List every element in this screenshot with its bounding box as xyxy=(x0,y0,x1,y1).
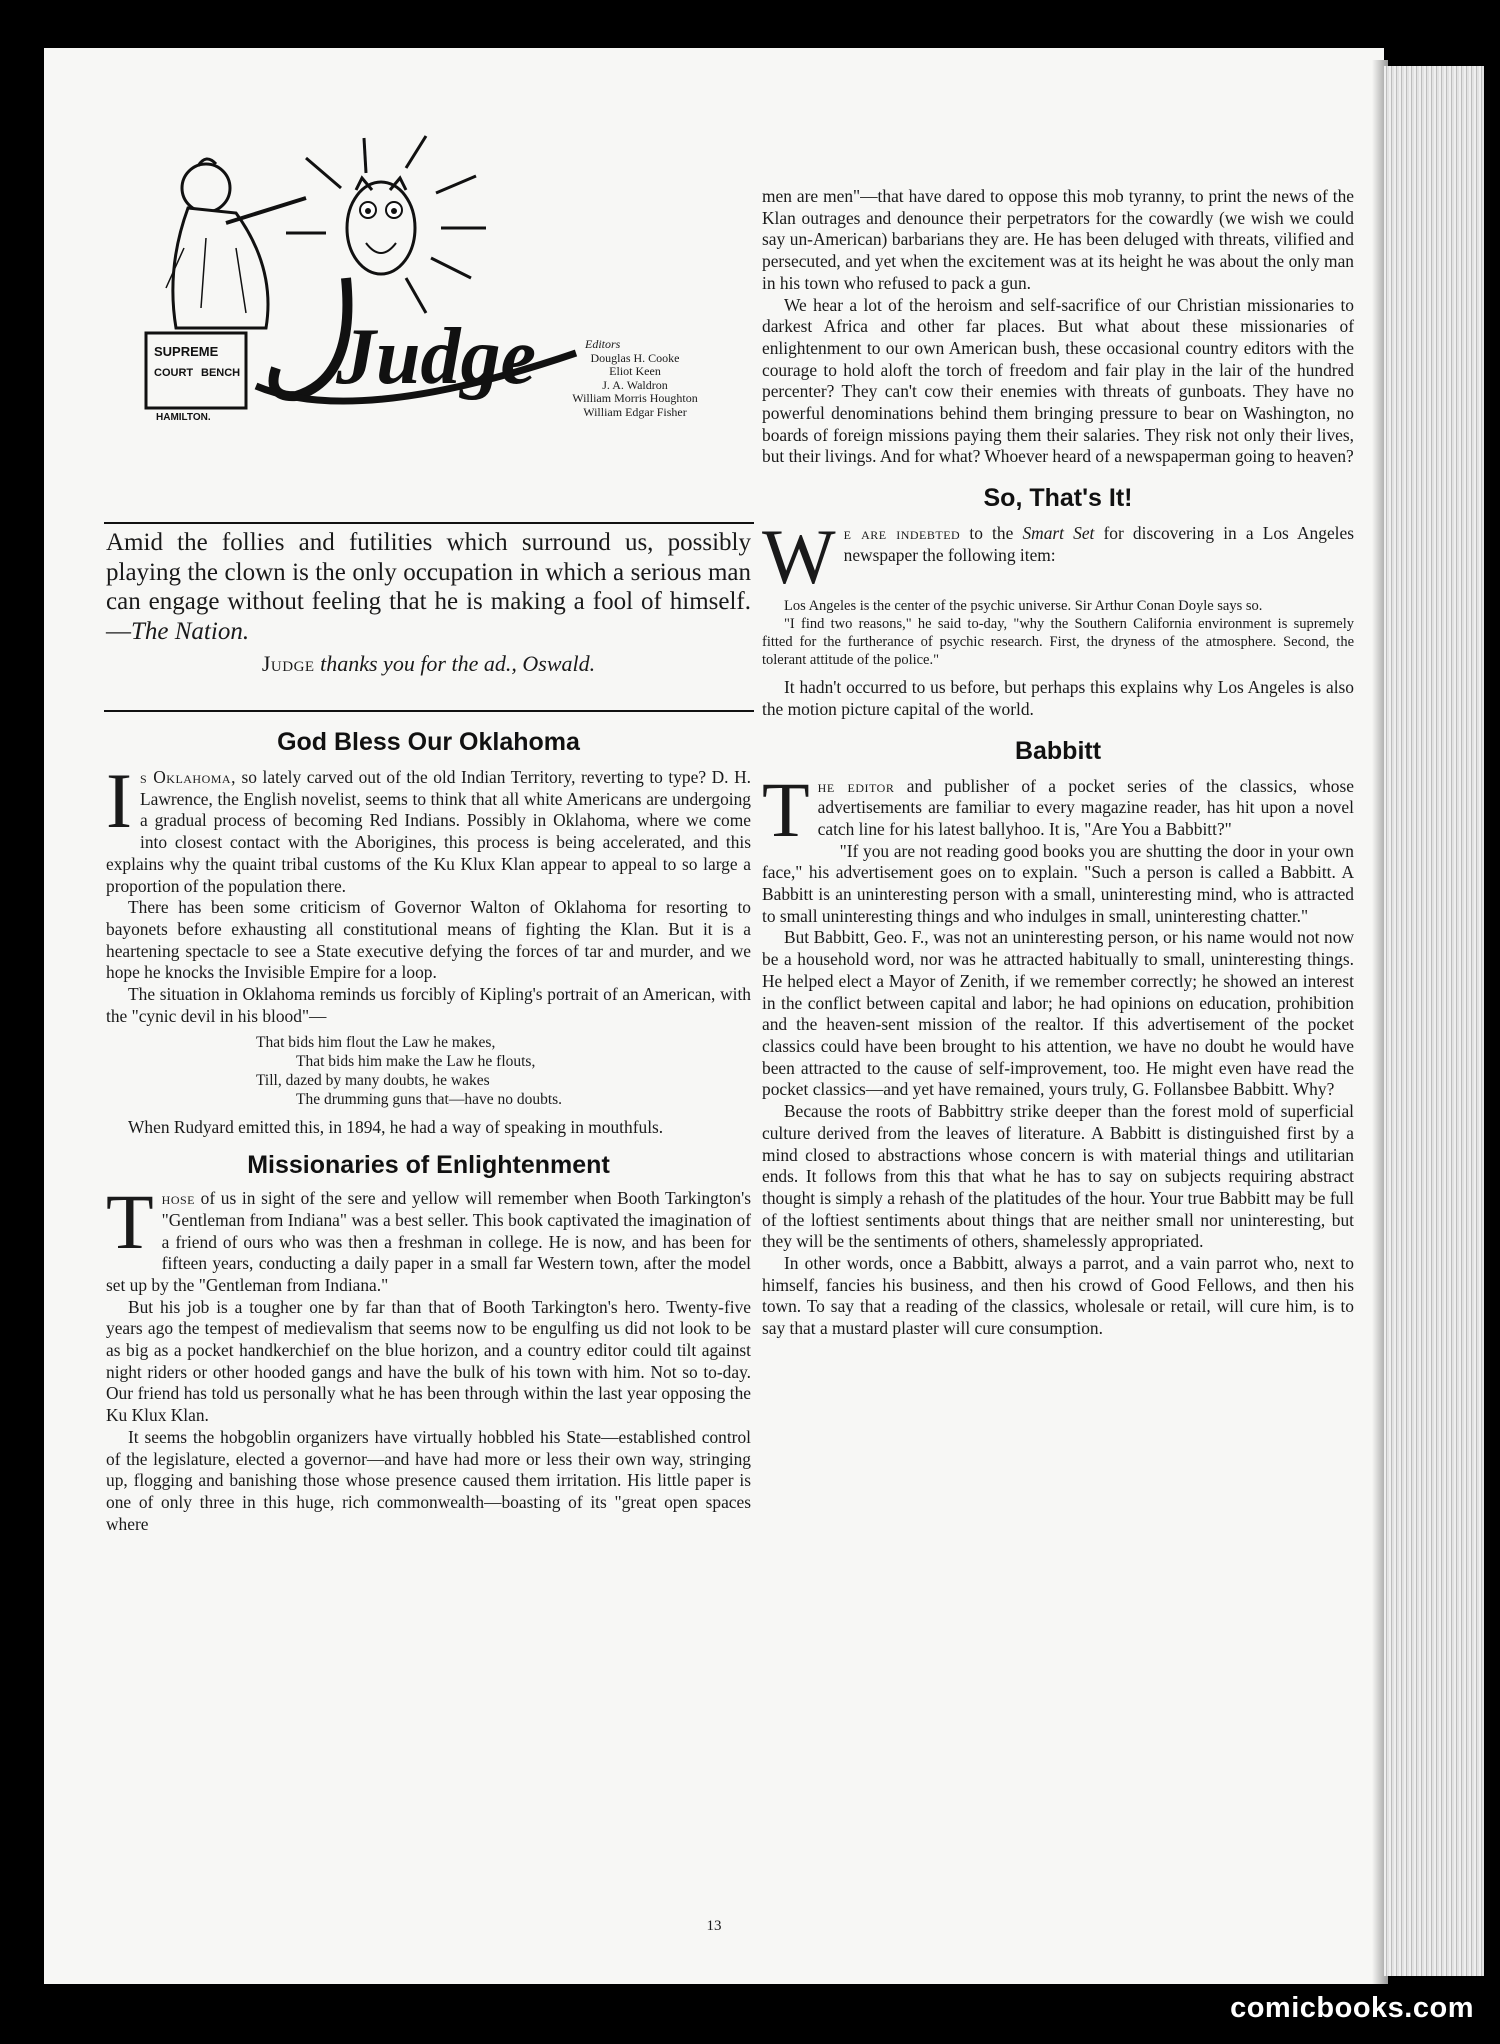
babbitt-paragraph-4: Because the roots of Babbittry strike deeper than the forest mold of superficial culture derived from the leaves of literature. A Babbitt is distinguished first by a mind closed to abstractions whose concern is with material things and utilitarian ends. It follows from this that what he has to say on subjects requiring abstract thought is simply a rehash of the platitudes of the hour. Your true Babbitt may be full of the loftiest sentiments about things that are neither small nor uninteresting, but they will be the sentiments of others, shamelessly appropriated. xyxy=(762,1101,1354,1252)
heading-oklahoma: God Bless Our Oklahoma xyxy=(277,728,580,756)
missionaries-paragraph-4: men are men"—that have dared to oppose this mob tyranny, to print the news of the Klan outrages and denounce their perpetrators for the cowardly (we wish we could say un-American) barbarians they are. He has been deluged with threats, vilified and persecuted, and yet when the excitement was at its height he was about the only man in his town who refused to pack a gun. xyxy=(762,186,1354,293)
lead-in: e are indebted xyxy=(843,523,961,544)
left-column xyxy=(106,728,751,1535)
babbitt-paragraph-3: But Babbitt, Geo. F., was not an uninteresting person, or his name would not now be a household word, nor was he attracted habitually to small, uninteresting things. He helped elect a Mayor of Zenith, if we remember correctly; he showed an interest in the conflict between capital and labor; he had opinions on education, prohibition and the heaven-sent mission of the realtor. If this advertisement of the pocket classics could have been brought to his attention, we have no doubt he would have been attracted to the cause of self-improvement, too. He might even have read the pocket classics—and yet have remained, yours truly, G. Follansbee Babbitt. Why? xyxy=(762,927,1354,1100)
editor-name: Eliot Keen xyxy=(609,364,661,379)
quoted-item-2: "I find two reasons," he said to-day, "why the Southern California environment is supremely fitted for the furtherance of psychic research. First, the dryness of the atmosphere. Second, the tolerant attitude of the police." xyxy=(762,616,1354,669)
thanks-name: Judge xyxy=(261,651,315,676)
bench-label-court: COURT xyxy=(154,367,194,379)
dropcap: I xyxy=(106,757,132,844)
oklahoma-paragraph-4: When Rudyard emitted this, in 1894, he had a way of speaking in mouthfuls. xyxy=(128,1117,664,1138)
epigraph-quote: Amid the follies and futilities which surround us, possibly playing the clown is the only occupation in which a serious man can engage without feeling that he is making a fool of himself.— xyxy=(106,529,751,645)
paragraph-text: to the xyxy=(969,523,1014,544)
epigraph-text xyxy=(106,528,751,646)
bench-label-supreme: SUPREME xyxy=(154,344,219,359)
editor-name: Douglas H. Cooke xyxy=(590,350,680,365)
editors-list xyxy=(525,338,745,420)
oklahoma-paragraph-1 xyxy=(106,757,751,897)
page-number: 13 xyxy=(706,1918,722,1934)
paragraph-text: so lately carved out of the old Indian Territory, reverting to type? D. H. Lawrence, the English novelist, seems to think that all white Americans are undergoing a gradual process of becoming Red Indians. Possibly in Oklahoma, where we come into closest contact with the Aborigines, this process is being accelerated, and this explains why the quaint tribal customs of the Ku Klux Klan appear to appeal to so large a proportion of the population there. xyxy=(106,767,751,896)
heading-thats-it: So, That's It! xyxy=(983,484,1133,513)
editor-name: William Morris Houghton xyxy=(572,391,698,406)
babbitt-paragraph-1 xyxy=(762,765,1354,853)
watermark: comicbooks.com xyxy=(1230,1992,1474,2024)
heading-babbitt: Babbitt xyxy=(1014,736,1102,765)
thats-it-paragraph-1 xyxy=(762,513,1354,601)
oklahoma-paragraph-2: There has been some criticism of Governor Walton of Oklahoma for resorting to bayonets before exhausting all constitutional means of fighting the Klan. But it is a heartening spectacle to see a State executive defying the forces of tar and murder, and we hope he knocks the Invisible Empire for a loop. xyxy=(106,897,751,983)
epigraph-rule xyxy=(104,710,754,712)
epigraph xyxy=(106,528,751,678)
paragraph-text: of us in sight of the sere and yellow will remember when Booth Tarkington's "Gentleman from Indiana" was a best seller. This book captivated the imagination of a friend of ours who was then a freshman in college. He is now, and has been for fifteen years, conducting a daily paper in a small far Western town, after the model set up by the "Gentleman from Indiana." xyxy=(106,1188,751,1295)
missionaries-paragraph-3: It seems the hobgoblin organizers have virtually hobbled his State—established control of the legislature, elected a governor—and have had more or less their own way, stringing up, flogging and banishing those whose presence caused them irritation. His little paper is one of only three in this huge, rich commonwealth—boasting of its "great open spaces where xyxy=(106,1426,751,1534)
verse-line: Till, dazed by many doubts, he wakes xyxy=(256,1072,490,1090)
dropcap: W xyxy=(762,513,836,601)
editor-name: William Edgar Fisher xyxy=(583,404,687,419)
verse-line: That bids him make the Law he flouts, xyxy=(296,1053,536,1071)
lead-in: s Oklahoma, xyxy=(139,767,236,787)
bench-label-bench: BENCH xyxy=(201,367,241,379)
verse-line: That bids him flout the Law he makes, xyxy=(256,1034,496,1052)
dropcap: T xyxy=(106,1178,154,1266)
masthead-rule xyxy=(104,522,754,524)
dropcap: T xyxy=(762,765,810,853)
lead-in: he editor xyxy=(817,775,895,796)
heading-missionaries: Missionaries of Enlightenment xyxy=(247,1151,610,1180)
verse-line: The drumming guns that—have no doubts. xyxy=(296,1091,563,1109)
missionaries-paragraph-5: We hear a lot of the heroism and self-sacrifice of our Christian missionaries to darkest Africa and other far places. But what about these missionaries of enlightenment to our own American bush, these occasional country editors with the courage to hold aloft the torch of freedom and fair play in the lair of the hundred percenter? They can't cow their enemies with threats of gunboats. They have no powerful denominations behind them bringing pressure to bear on Washington, no boards of foreign missions paying them their salaries. They risk not only their lives, but their livings. And for what? Whoever heard of a newspaperman going to heaven? xyxy=(762,294,1354,467)
quoted-item-1: Los Angeles is the center of the psychic universe. Sir Arthur Conan Doyle says so. xyxy=(784,598,1263,615)
babbitt-paragraph-2: "If you are not reading good books you are shutting the door in your own face," his advertisement goes on to explain. "Such a person is called a Babbitt. A Babbitt is an uninteresting person with a small, uninteresting mind, who is attracted to small uninteresting things and who indulges in small, uninteresting chatter." xyxy=(762,840,1354,926)
kipling-verse xyxy=(106,1033,751,1109)
missionaries-paragraph-1 xyxy=(106,1178,751,1297)
thats-it-paragraph-2: It hadn't occurred to us before, but perhaps this explains why Los Angeles is also the motion picture capital of the world. xyxy=(762,677,1354,719)
artist-signature: HAMILTON. xyxy=(156,412,211,423)
masthead-title: Judge xyxy=(336,313,536,401)
editors-label: Editors xyxy=(585,337,621,351)
oklahoma-paragraph-3: The situation in Oklahoma reminds us forcibly of Kipling's portrait of an American, with the "cynic devil in his blood"— xyxy=(106,984,751,1026)
lead-in: hose xyxy=(161,1188,195,1209)
missionaries-paragraph-2: But his job is a tougher one by far than that of Booth Tarkington's hero. Twenty-five years ago the tempest of medievalism that seems now to be engulfing us did not look to be as big as a pocket handkerchief on the blue horizon, and a country editor could tilt against night riders or other hooded gangs and have the bulk of his town with him. Not so to-day. Our friend has told us personally what he has been through within the last year opposing the Ku Klux Klan. xyxy=(106,1296,751,1426)
right-column xyxy=(762,186,1354,1340)
editor-name: J. A. Waldron xyxy=(602,377,668,392)
magazine-title: Smart Set xyxy=(1022,523,1095,544)
paragraph-text: for discovering in a Los Angeles newspaper the following item: xyxy=(843,523,1354,565)
paragraph-text: and publisher of a pocket series of the classics, whose advertisements are familiar to every magazine reader, has hit upon a novel catch line for his latest ballyhoo. It is, "Are You a Babbitt?" xyxy=(817,775,1354,839)
magazine-page xyxy=(44,48,1384,1984)
book-page-edges xyxy=(1384,66,1484,1976)
thanks-line xyxy=(106,650,751,678)
thanks-text: thanks you for the ad., Oswald. xyxy=(320,651,596,676)
babbitt-paragraph-5: In other words, once a Babbitt, always a parrot, and a vain parrot who, next to himself, fancies his business, and then his crowd of Good Fellows, and then his town. To say that a reading of the classics, wholesale or retail, will cure him, is to say that a mustard plaster will cure consumption. xyxy=(762,1253,1354,1339)
epigraph-source: The Nation. xyxy=(131,617,250,645)
masthead xyxy=(106,128,751,508)
